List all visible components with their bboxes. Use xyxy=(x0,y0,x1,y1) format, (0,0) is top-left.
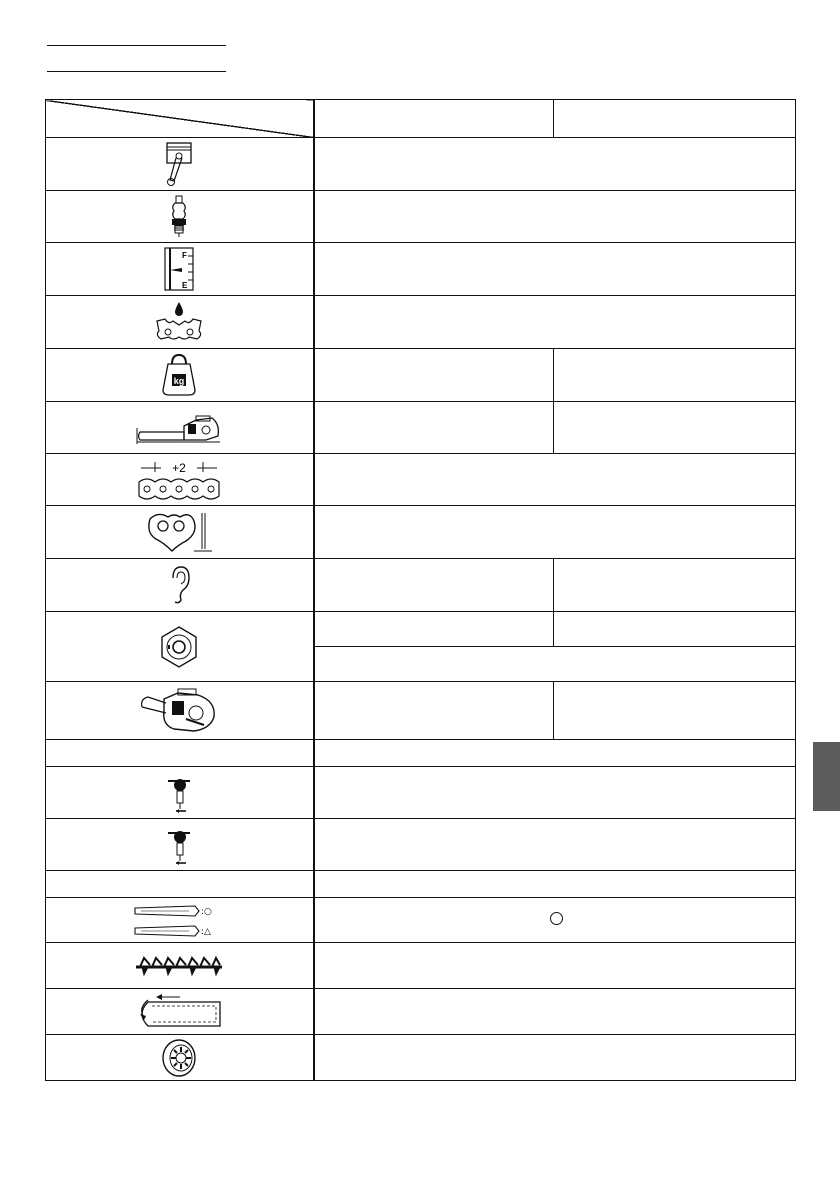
table-row xyxy=(46,296,796,349)
fuel-tank-gauge-icon xyxy=(162,246,196,292)
nut-vibration-icon xyxy=(159,625,199,669)
fuel-capacity-value xyxy=(314,243,796,296)
chainsaw-length-icon xyxy=(134,408,224,448)
saw-vibration-value-b xyxy=(554,682,796,740)
saw-vibration-value-a xyxy=(314,682,554,740)
engine-displacement-value xyxy=(314,138,796,191)
table-row xyxy=(46,1035,796,1081)
saw-chain-icon xyxy=(134,955,224,977)
header-rule-top xyxy=(47,45,226,46)
table-row xyxy=(46,819,796,871)
table-row xyxy=(46,506,796,559)
table-row xyxy=(46,454,796,506)
table-row xyxy=(46,767,796,819)
weight-value-b xyxy=(554,349,796,402)
noise-value-b xyxy=(554,559,796,612)
table-row xyxy=(46,402,796,454)
chain-pitch-icon xyxy=(137,458,221,502)
specifications-table xyxy=(45,99,796,1081)
adjust-screw-icon xyxy=(164,771,194,815)
sprocket-icon xyxy=(159,1038,199,1078)
piston-icon xyxy=(161,140,197,188)
table-row xyxy=(46,943,796,989)
table-row xyxy=(46,898,796,943)
weight-label: kg xyxy=(173,376,185,386)
chainsaw-vibration-icon xyxy=(138,687,220,735)
drive-link-gauge-icon xyxy=(144,509,214,555)
chain-oil-icon xyxy=(151,299,207,345)
vibration-value-b xyxy=(554,612,796,647)
header-col-b xyxy=(554,100,796,138)
header-col-a xyxy=(314,100,554,138)
circle-marker xyxy=(550,912,563,925)
sprocket-value xyxy=(314,1035,796,1081)
oil-capacity-value xyxy=(314,296,796,349)
drive-link-value xyxy=(314,506,796,559)
fuel-full-label: F xyxy=(182,251,188,260)
chain-direction-icon xyxy=(134,992,224,1032)
bar-type-label-2: :△ xyxy=(201,927,212,937)
noise-value-a xyxy=(314,559,554,612)
bar-type-label-1: :○ xyxy=(201,907,213,917)
weight-kg-icon xyxy=(159,352,199,398)
empty-label-cell xyxy=(46,740,314,767)
table-row xyxy=(46,349,796,402)
spark-plug-value xyxy=(314,191,796,243)
guide-bar-types-icon xyxy=(131,901,227,939)
table-row xyxy=(46,559,796,612)
spark-plug-icon xyxy=(167,195,191,239)
chain-pitch-label: +2 xyxy=(172,460,187,475)
section-tab xyxy=(813,742,840,811)
table-row xyxy=(46,612,796,647)
carb-adjust-value-2 xyxy=(314,819,796,871)
empty-value-cell xyxy=(314,740,796,767)
empty-value-cell xyxy=(314,871,796,898)
table-row xyxy=(46,989,796,1035)
table-corner-cell xyxy=(46,100,314,138)
table-row xyxy=(46,243,796,296)
table-row xyxy=(46,138,796,191)
empty-label-cell xyxy=(46,871,314,898)
weight-value-a xyxy=(314,349,554,402)
length-value-b xyxy=(554,402,796,454)
vibration-value-a xyxy=(314,612,554,647)
header-rule-bottom xyxy=(47,71,226,72)
length-value-a xyxy=(314,402,554,454)
table-row xyxy=(46,740,796,767)
chain-pitch-value xyxy=(314,454,796,506)
vibration-value-c xyxy=(314,647,796,682)
table-row xyxy=(46,682,796,740)
table-row xyxy=(46,191,796,243)
carb-adjust-value-1 xyxy=(314,767,796,819)
table-header-row xyxy=(46,100,796,138)
table-row xyxy=(46,871,796,898)
saw-chain-value xyxy=(314,943,796,989)
ear-noise-icon xyxy=(167,564,191,606)
adjust-screw-icon xyxy=(164,823,194,867)
chain-direction-value xyxy=(314,989,796,1035)
fuel-empty-label: E xyxy=(182,281,188,290)
